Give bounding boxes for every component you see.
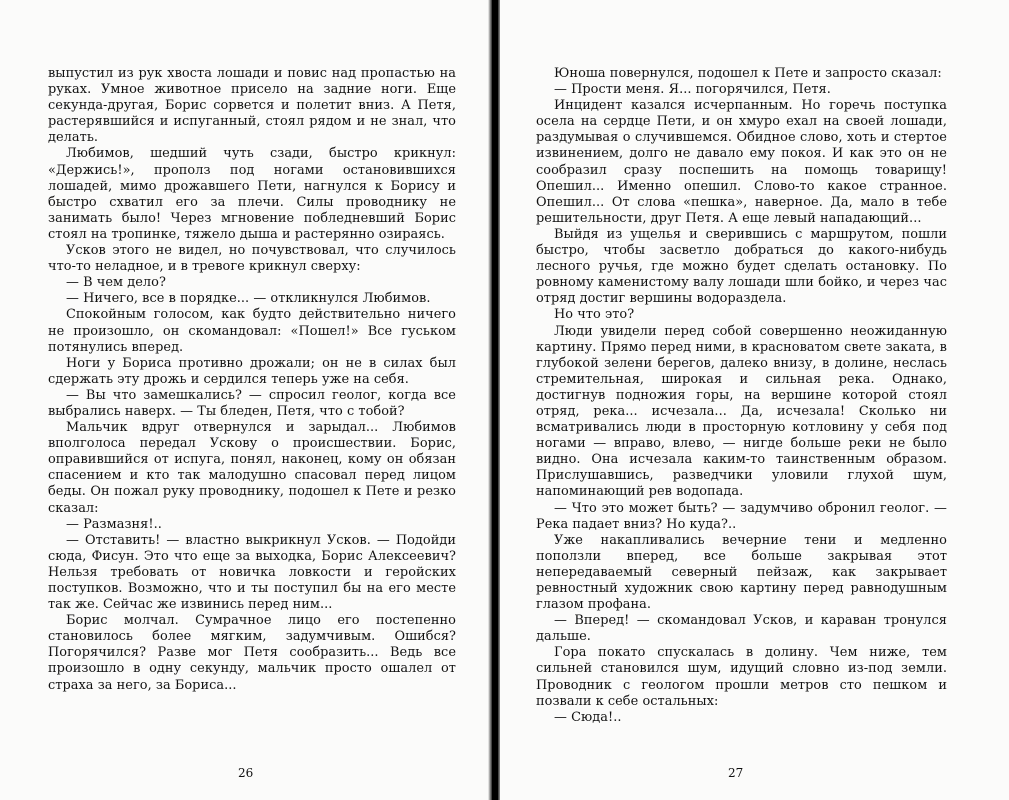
paragraph: Спокойным голосом, как будто действительно ничего не произошло, он скомандовал: «Пошел!» Все гуськом потянулись вперед. — [48, 307, 456, 355]
spine-shadow — [492, 0, 498, 800]
paragraph: Мальчик вдруг отвернулся и зарыдал... Любимов вполголоса передал Ускову о происшествии. Борис, оправившийся от испуга, понял, наконец, кому он обязан спасением и кто так малодушно спасовал перед лицом беды. Он пожал руку проводнику, подошел к Пете и резко сказал: — [48, 420, 456, 516]
paragraph: Гора покато спускалась в долину. Чем ниже, тем сильней становился шум, идущий словно из-под земли. Проводник с геологом прошли метров сто пешком и позвали к себе остальных: — [536, 645, 947, 709]
paragraph: Инцидент казался исчерпанным. Но горечь поступка осела на сердце Пети, и он хмуро ехал на своей лошади, раздумывая о случившемся. Обидное слово, хоть и стертое извинением, долго не давало ему покоя. И как это он не сообразил сразу поспешить на помощь товарищу! Опешил... Именно опешил. Слово-то какое странное. Опешил... От слова «пешка», наверное. Да, мало в тебе решительности, друг Петя. А еще левый нападающий... — [536, 98, 947, 226]
paragraph: Борис молчал. Сумрачное лицо его постепенно становилось более мягким, задумчивым. Ошибся? Погорячился? Разве мог Петя сообразить... Ведь все произошло в одну секунду, мальчик просто ошалел от страха за него, за Бориса... — [48, 613, 456, 693]
paragraph: — Отставить! — властно выкрикнул Усков. — Подойди сюда, Фисун. Это что еще за выходка, Борис Алексеевич? Нельзя требовать от новичка ловкости и геройских поступков. Возможно, что и ты поступил бы на его месте так же. Сейчас же извинись перед ним... — [48, 532, 456, 613]
paragraph: — В чем дело? — [66, 275, 166, 291]
paragraph: Выйдя из ущелья и сверившись с маршрутом, пошли быстро, чтобы засветло добраться до какого-нибудь лесного ручья, где можно будет сделать остановку. По ровному каменистому валу лошади шли бойко, и через час отряд достиг вершины водораздела. — [536, 226, 947, 307]
left-page-text — [48, 66, 456, 694]
paragraph: — Ничего, все в порядке... — откликнулся Любимов. — [66, 291, 431, 307]
paragraph: Ноги у Бориса противно дрожали; он не в силах был сдержать эту дрожь и сердился теперь уже на себя. — [48, 355, 456, 387]
paragraph: — Вперед! — скомандовал Усков, и караван тронулся дальше. — [536, 613, 947, 645]
paragraph: — Вы что замешкались? — спросил геолог, когда все выбрались наверх. — Ты бледен, Петя, что с тобой? — [48, 387, 456, 419]
paragraph: выпустил из рук хвоста лошади и повис над пропастью на руках. Умное животное присело на задние ноги. Еще секунда-другая, Борис сорвется и полетит вниз. А Петя, растерявшийся и испуганный, стоял рядом и не знал, что делать. — [48, 66, 456, 146]
paragraph: Усков этого не видел, но почувствовал, что случилось что-то неладное, и в тревоге крикнул сверху: — [48, 243, 456, 275]
paragraph: Юноша повернулся, подошел к Пете и запросто сказал: — [554, 66, 942, 81]
paragraph: — Прости меня. Я... погорячился, Петя. — [554, 82, 831, 98]
paragraph: Люди увидели перед собой совершенно неожиданную картину. Прямо перед ними, в красноватом свете заката, в глубокой зелени берегов, далеко внизу, в долине, неслась стремительная, широкая и сильная река. Однако, достигнув подножия горы, на вершине которой стоял отряд, река... исчезала... Да, исчезала! Сколько ни всматривались люди в просторную котловину у себя под ногами — вправо, влево, — нигде больше реки не было видно. Она исчезала каким-то таинственным образом. Прислушавшись, разведчики уловили глухой шум, напоминающий рев водопада. — [536, 323, 947, 500]
paragraph: Но что это? — [554, 307, 635, 323]
paragraph: — Размазня!.. — [66, 516, 162, 532]
paragraph: Любимов, шедший чуть сзади, быстро крикнул: «Держись!», прополз под ногами остановившихся лошадей, мимо дрожавшего Пети, нагнулся к Борису и быстро схватил его за плечи. Силы проводнику не занимать было! Через мгновение побледневший Борис стоял на тропинке, тяжело дыша и растерянно озираясь. — [48, 146, 456, 242]
paragraph: — Что это может быть? — задумчиво обронил геолог. — Река падает вниз? Но куда?.. — [536, 500, 947, 532]
left-page — [0, 0, 490, 800]
page-number-right: 27 — [728, 766, 744, 780]
page-number-left: 26 — [238, 766, 254, 780]
right-page-text — [536, 66, 947, 726]
paragraph: Уже накапливались вечерние тени и медленно поползли вперед, все больше закрывая этот непередаваемый северный пейзаж, как закрывает ревностный художник свою картину перед равнодушным глазом профана. — [536, 532, 947, 613]
paragraph: — Сюда!.. — [554, 709, 622, 725]
right-page — [500, 0, 1009, 800]
